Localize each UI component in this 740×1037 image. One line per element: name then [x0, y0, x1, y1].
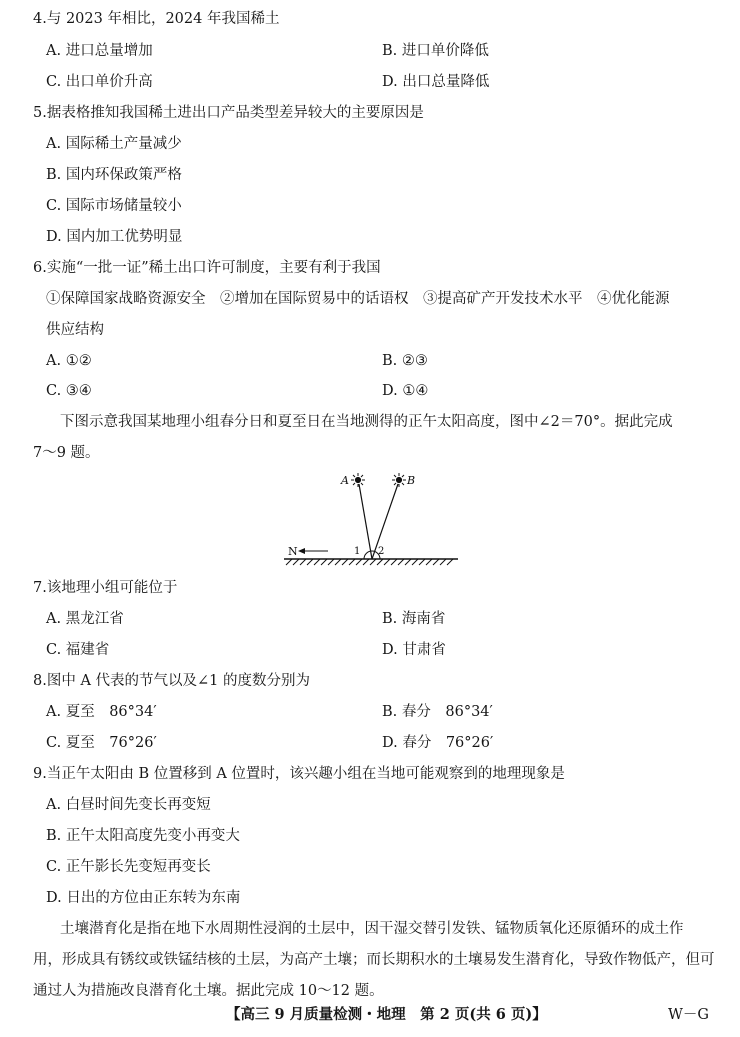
- question-6-option-a: A. ①②: [46, 353, 92, 369]
- question-9-option-b: B. 正午太阳高度先变小再变大: [46, 828, 240, 844]
- question-5-stem: 5.据表格推知我国稀土进出口产品类型差异较大的主要原因是: [33, 105, 424, 121]
- question-7-option-b: B. 海南省: [382, 611, 446, 627]
- footer-code: W－G: [668, 1007, 709, 1023]
- question-7-stem: 7.该地理小组可能位于: [33, 580, 178, 596]
- question-5-option-c: C. 国际市场储量较小: [46, 198, 182, 214]
- question-6-stem: 6.实施“一批一证”稀土出口许可制度，主要有利于我国: [33, 260, 381, 276]
- question-5-option-d: D. 国内加工优势明显: [46, 229, 183, 245]
- ground-hatching: [286, 559, 453, 565]
- question-9-option-c: C. 正午影长先变短再变长: [46, 859, 211, 875]
- question-9-option-d: D. 日出的方位由正东转为东南: [46, 890, 241, 906]
- question-8-option-c: C. 夏至 76°26′: [46, 735, 157, 751]
- question-4-option-c: C. 出口单价升高: [46, 74, 153, 90]
- question-9-option-a: A. 白昼时间先变长再变短: [46, 797, 211, 813]
- question-5-option-a: A. 国际稀土产量减少: [46, 136, 182, 152]
- north-label: N: [288, 545, 298, 558]
- sun-b-icon: [392, 473, 406, 487]
- question-4-option-b: B. 进口单价降低: [382, 43, 489, 59]
- question-8-stem: 8.图中 A 代表的节气以及∠1 的度数分别为: [33, 673, 311, 689]
- label-b: B: [407, 474, 416, 487]
- question-9-stem: 9.当正午太阳由 B 位置移到 A 位置时，该兴趣小组在当地可能观察到的地理现象是: [33, 766, 565, 782]
- question-6-items-line2: 供应结构: [46, 322, 104, 338]
- question-4-option-a: A. 进口总量增加: [46, 43, 153, 59]
- intro-7-9-line1: 下图示意我国某地理小组春分日和夏至日在当地测得的正午太阳高度，图中∠2＝70°。据此完成: [60, 414, 673, 430]
- footer-title: 【高三 9 月质量检测・地理 第 2 页(共 6 页)】: [226, 1006, 547, 1023]
- intro-7-9-line2: 7～9 题。: [33, 445, 100, 461]
- intro-10-12-line2: 用，形成具有锈纹或铁锰结核的土层，为高产土壤；而长期积水的土壤易发生潜育化，导致作物低产，但可: [33, 952, 715, 968]
- question-7-option-d: D. 甘肃省: [382, 642, 446, 658]
- angle-1-label: 1: [354, 546, 361, 557]
- question-8-option-d: D. 春分 76°26′: [382, 735, 494, 751]
- question-6-option-c: C. ③④: [46, 383, 92, 399]
- question-5-option-b: B. 国内环保政策严格: [46, 167, 182, 183]
- label-a: A: [341, 474, 349, 487]
- question-6-option-b: B. ②③: [382, 353, 428, 369]
- angle-2-label: 2: [378, 546, 385, 557]
- north-arrow-head-icon: [298, 548, 305, 554]
- sun-altitude-diagram: [278, 468, 464, 568]
- intro-10-12-line1: 土壤潜育化是指在地下水周期性浸润的土层中，因干湿交替引发铁、锰物质氧化还原循环的成土作: [60, 921, 684, 937]
- question-6-option-d: D. ①④: [382, 383, 429, 399]
- question-7-option-a: A. 黑龙江省: [46, 611, 124, 627]
- question-8-option-b: B. 春分 86°34′: [382, 704, 493, 720]
- question-6-items-line1: ①保障国家战略资源安全 ②增加在国际贸易中的话语权 ③提高矿产开发技术水平 ④优化能源: [46, 291, 670, 307]
- intro-10-12-line3: 通过人为措施改良潜育化土壤。据此完成 10～12 题。: [33, 983, 384, 999]
- ray-b: [372, 484, 398, 559]
- sun-a-icon: [351, 473, 365, 487]
- question-4-option-d: D. 出口总量降低: [382, 74, 490, 90]
- ray-a: [359, 484, 372, 559]
- question-7-option-c: C. 福建省: [46, 642, 110, 658]
- question-8-option-a: A. 夏至 86°34′: [46, 704, 157, 720]
- question-4-stem: 4.与 2023 年相比，2024 年我国稀土: [33, 11, 280, 27]
